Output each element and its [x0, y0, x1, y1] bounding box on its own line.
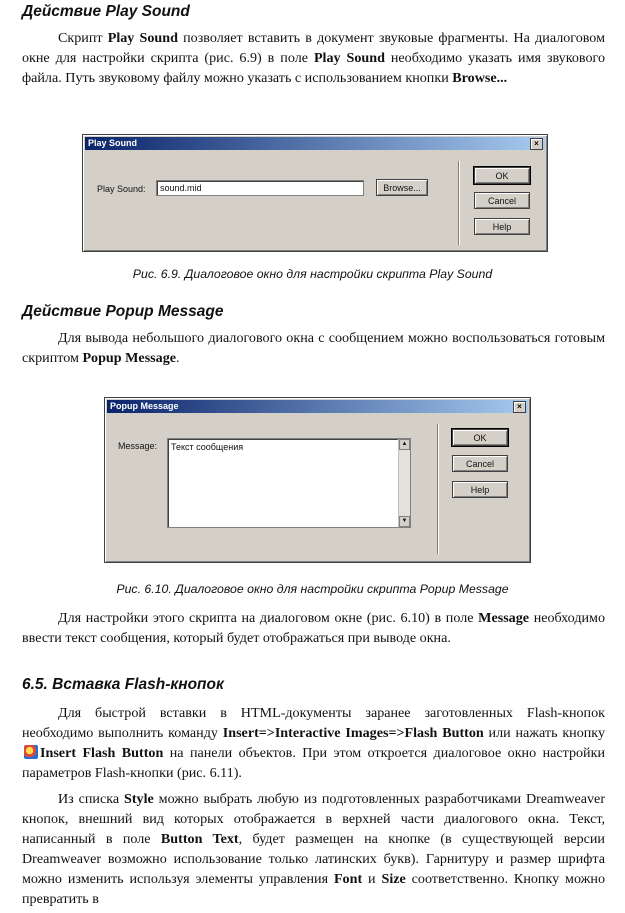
paragraph-flash-style: [22, 789, 605, 909]
paragraph-play-sound: [22, 28, 605, 88]
ok-button[interactable]: OK: [474, 167, 530, 184]
text-run: и: [362, 871, 382, 887]
section-heading-play-sound: Действие Play Sound: [22, 3, 190, 20]
play-sound-dialog: [82, 134, 548, 252]
help-button[interactable]: Help: [474, 218, 530, 235]
play-sound-label: Play Sound:: [97, 184, 146, 194]
text-run: Button Text: [160, 831, 239, 847]
text-run: Insert Flash Button: [40, 745, 164, 761]
section-heading-flash-buttons: 6.5. Вставка Flash-кнопок: [22, 676, 224, 693]
text-run: Message: [478, 610, 530, 626]
paragraph-popup-message: [22, 328, 605, 368]
close-icon[interactable]: ×: [530, 138, 543, 150]
text-run: Insert=>Interactive Images=>Flash Button: [222, 725, 484, 741]
paragraph-flash-insert: [22, 703, 605, 783]
scroll-up-icon[interactable]: ▲: [399, 439, 410, 450]
message-textarea[interactable]: [167, 438, 411, 528]
dialog-titlebar: [85, 137, 545, 150]
browse-button[interactable]: Browse...: [376, 179, 428, 196]
text-run: Font: [333, 871, 363, 887]
cancel-button[interactable]: Cancel: [452, 455, 508, 472]
text-run: Play Sound: [107, 30, 178, 46]
cancel-button[interactable]: Cancel: [474, 192, 530, 209]
text-run: соответственно. Кнопку можно превратить в: [22, 871, 605, 907]
text-run: Скрипт: [58, 30, 108, 46]
text-run: Size: [381, 871, 406, 887]
figure-caption-6-10: Рис. 6.10. Диалоговое окно для настройки скрипта Popup Message: [116, 582, 509, 596]
close-icon[interactable]: ×: [513, 401, 526, 413]
dialog-title: Play Sound: [88, 138, 138, 148]
dialog-title: Popup Message: [110, 401, 179, 411]
insert-flash-button-icon: [24, 745, 38, 759]
text-run: Play Sound: [313, 50, 385, 66]
ok-button[interactable]: OK: [452, 429, 508, 446]
text-run: можно выбрать любую из подготовленных разработчиками Dreamweaver кнопок, внешний вид которых отображается в верхней части диалогового окна. Текст, написанный в поле: [22, 791, 606, 847]
text-run: Для быстрой вставки в HTML-документы заранее заготовленных Flash-кнопок необходимо выполнить команду: [22, 705, 605, 741]
text-run: Из списка: [58, 791, 125, 807]
figure-caption-6-9: Рис. 6.9. Диалоговое окно для настройки скрипта Play Sound: [132, 267, 493, 281]
popup-message-dialog: [104, 397, 531, 563]
paragraph-message-field: [22, 608, 605, 648]
message-label: Message:: [118, 441, 158, 451]
text-run: .: [176, 350, 180, 366]
text-run: Popup Message: [82, 350, 177, 366]
dialog-separator: [437, 424, 439, 554]
text-run: на панели объектов. При этом откроется диалоговое окно настройки параметров Flash-кнопки (рис. 6.11).: [22, 745, 605, 781]
text-run: необходимо указать имя звукового файла. Путь звуковому файлу можно указать с использованием кнопки: [22, 50, 605, 86]
scroll-down-icon[interactable]: ▼: [399, 516, 410, 527]
text-run: Browse...: [452, 70, 508, 86]
text-run: позволяет вставить в документ звуковые фрагменты. На диалоговом окне для настройки скрипта (рис. 6.9) в поле: [22, 30, 606, 66]
help-button[interactable]: Help: [452, 481, 508, 498]
message-scrollbar[interactable]: [398, 439, 410, 527]
section-heading-popup-message: Действие Popup Message: [22, 303, 224, 320]
play-sound-input[interactable]: sound.mid: [156, 180, 364, 196]
text-run: , будет размещен на кнопке (в существующей версии Dreamweaver возможно использование только латинских букв). Гарнитуру и размер шрифта можно изменить используя элементы управления: [22, 831, 605, 887]
dialog-separator: [458, 161, 460, 245]
text-run: Для настройки этого скрипта на диалоговом окне (рис. 6.10) в поле: [58, 610, 479, 626]
dialog-titlebar: [107, 400, 528, 413]
text-run: или нажать кнопку: [483, 725, 605, 741]
message-text: Текст сообщения: [171, 442, 244, 452]
text-run: Для вывода небольшого диалогового окна с сообщением можно воспользоваться готовым скриптом: [22, 330, 605, 366]
text-run: Style: [124, 791, 154, 807]
text-run: необходимо ввести текст сообщения, который будет отображаться при выводе окна.: [22, 610, 605, 646]
